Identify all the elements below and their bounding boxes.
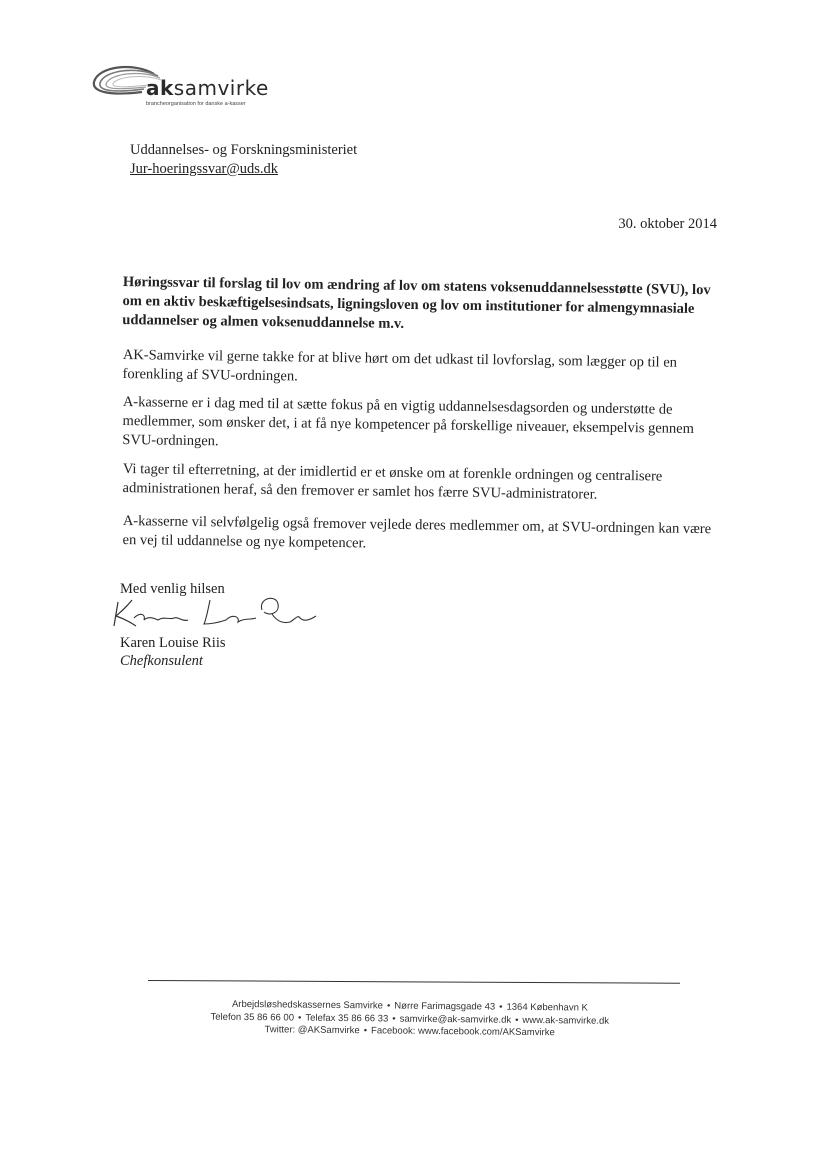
ak-samvirke-logo	[88, 62, 288, 112]
footer-org: Arbejdsløshedskassernes Samvirke	[231, 998, 384, 1012]
recipient-block	[130, 141, 357, 179]
closing-line: Med venlig hilsen	[120, 581, 225, 597]
recipient-email[interactable]: Jur-hoeringssvar@uds.dk	[130, 161, 278, 177]
body-paragraph-1: AK-Samvirke vil gerne takke for at blive hørt om det udkast til lovforslag, som lægger op til en forenkling af SVU-ordningen.	[122, 346, 678, 385]
footer-fax: Telefax 35 86 66 33	[305, 1012, 389, 1024]
signer-name: Karen Louise Riis	[120, 635, 226, 651]
handwritten-signature	[112, 592, 322, 632]
subject-heading: Høringssvar til forslag til lov om ændring af lov om statens voksenuddannelsesstøtte (SVU), lov om en aktiv beskæftigelsesindsats, ligningsloven og lov om institutioner for almengymnasiale uddannelser og almen voksenuddannelse m.v.	[122, 273, 711, 332]
footer-city: 1364 København K	[506, 1001, 588, 1014]
body-paragraph-2: A-kasserne er i dag med til at sætte fokus på en vigtig uddannelsesdagsorden og understøtte de medlemmer, som ønsker det, i at få nye kompetencer på forskellige niveauer, eksempelvis gennem SVU-ordningen.	[122, 393, 695, 450]
recipient-name: Uddannelses- og Forskningsministeriet	[130, 142, 358, 158]
bullet-icon: •	[499, 1001, 503, 1013]
footer-phone: Telefon 35 86 66 00	[210, 1011, 295, 1024]
logo-tagline: brancheorganisation for danske a-kasser	[146, 101, 246, 107]
footer-contact	[150, 998, 670, 1041]
bullet-icon: •	[297, 1012, 302, 1024]
signer-title: Chefkonsulent	[120, 653, 203, 669]
footer-twitter[interactable]: Twitter: @AKSamvirke	[264, 1024, 360, 1037]
signer-block	[120, 634, 226, 670]
logo-wordmark: aksamvirke	[146, 76, 269, 100]
footer-facebook[interactable]: Facebook: www.facebook.com/AKSamvirke	[370, 1025, 555, 1039]
footer-web[interactable]: www.ak-samvirke.dk	[522, 1014, 610, 1027]
body-paragraph-4: A-kasserne vil selvfølgelig også fremover vejlede deres medlemmer om, at SVU-ordningen kan være en vej til uddannelse og nye kompetencer.	[122, 512, 712, 552]
letter-date: 30. oktober 2014	[618, 216, 717, 232]
bullet-icon: •	[515, 1014, 519, 1026]
footer-email[interactable]: samvirke@ak-samvirke.dk	[399, 1013, 512, 1026]
footer-address: Nørre Farimagsgade 43	[394, 1000, 496, 1013]
bullet-icon: •	[386, 1000, 391, 1012]
bullet-icon: •	[363, 1025, 368, 1037]
body-paragraph-3: Vi tager til efterretning, at der imidlertid er et ønske om at forenkle ordningen og centralisere administrationen heraf, så den fremover er samlet hos færre SVU-administratorer.	[122, 460, 663, 503]
footer-divider	[148, 980, 680, 984]
bullet-icon: •	[392, 1013, 396, 1025]
